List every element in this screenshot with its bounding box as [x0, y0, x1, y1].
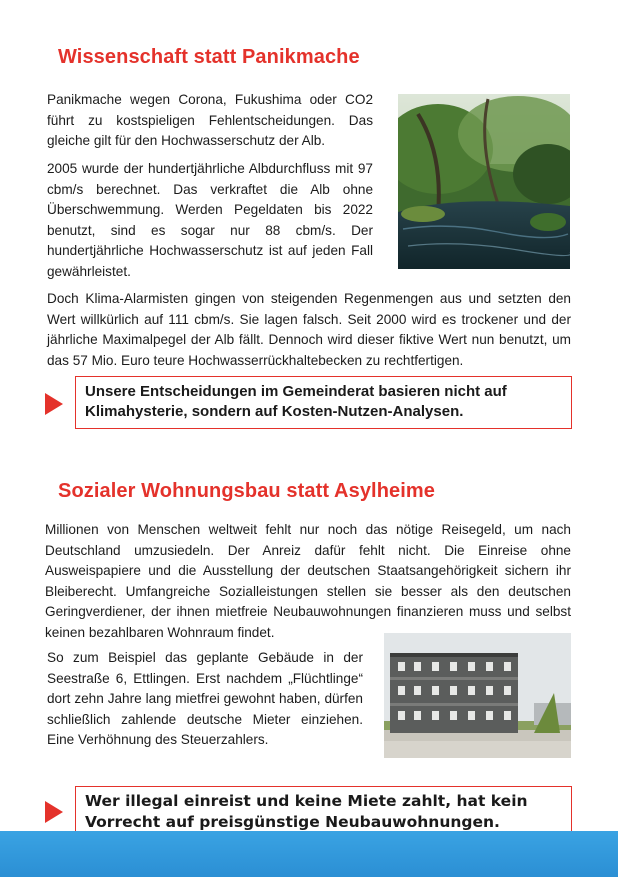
section1-paragraph-3: Doch Klima-Alarmisten gingen von steigenden Regenmengen aus und setzten den Wert willkürlich auf 111 cbm/s. Sie lagen falsch. Seit 2000 wird es trockener und der jährliche Maximalpegel der Alb fällt. Dennoch wird dieser fiktive Wert nun benutzt, um das 57 Mio. Euro teure Hochwasserrückhaltebecken zu rechtfertigen. [47, 291, 571, 368]
section1-paragraph-1: Panikmache wegen Corona, Fukushima oder CO2 führt zu kostspieligen Fehlentscheidungen. Das gleiche gilt für den Hochwasserschutz der Alb. [47, 92, 373, 148]
section1-heading: Wissenschaft statt Panikmache [58, 46, 360, 68]
footer-band [0, 831, 618, 877]
section2-paragraph-1: Millionen von Menschen weltweit fehlt nur noch das nötige Reisegeld, um nach Deutschland umzusiedeln. Der Anreiz dafür fehlt nicht. Die Einreise ohne Ausweispapiere und die Ausstellung der deutschen Staatsangehörigkeit sichern ihr Bleiberecht. Umfangreiche Sozialleistungen stellen sie besser als den deutschen Geringverdiener, der ihnen mietfreie Neubauwohnungen finanzieren muss und selbst keinen bezahlbaren Wohnraum findet. [45, 522, 571, 640]
arrow-icon [45, 393, 63, 415]
section2-callout-text: Wer illegal einreist und keine Miete zahlt, hat kein Vorrecht auf preisgünstige Neubauwohnungen. [85, 792, 528, 831]
section1-callout-box [75, 376, 572, 429]
section1-callout-text: Unsere Entscheidungen im Gemeinderat basieren nicht auf Klimahysterie, sondern auf Kosten-Nutzen-Analysen. [85, 383, 507, 420]
building-photo [384, 633, 571, 758]
section2-paragraph-2: So zum Beispiel das geplante Gebäude in der Seestraße 6, Ettlingen. Erst nachdem „Flüchtlinge“ dort zehn Jahre lang mietfrei gewohnt haben, dürfen schließlich zahlende deutsche Mieter einziehen. Eine Verhöhnung des Steuerzahlers. [47, 650, 363, 747]
river-photo [398, 94, 570, 269]
section2-heading: Sozialer Wohnungsbau statt Asylheime [58, 480, 435, 502]
section1-paragraph-2: 2005 wurde der hundertjährliche Albdurchfluss mit 97 cbm/s berechnet. Das verkraftet die Alb ohne Überschwemmung. Werden Pegeldaten bis 2022 benutzt, sind es sogar nur 88 cbm/s. Der hundertjährliche Hochwasserschutz ist auf jeden Fall gewährleistet. [47, 161, 373, 279]
arrow-icon [45, 801, 63, 823]
